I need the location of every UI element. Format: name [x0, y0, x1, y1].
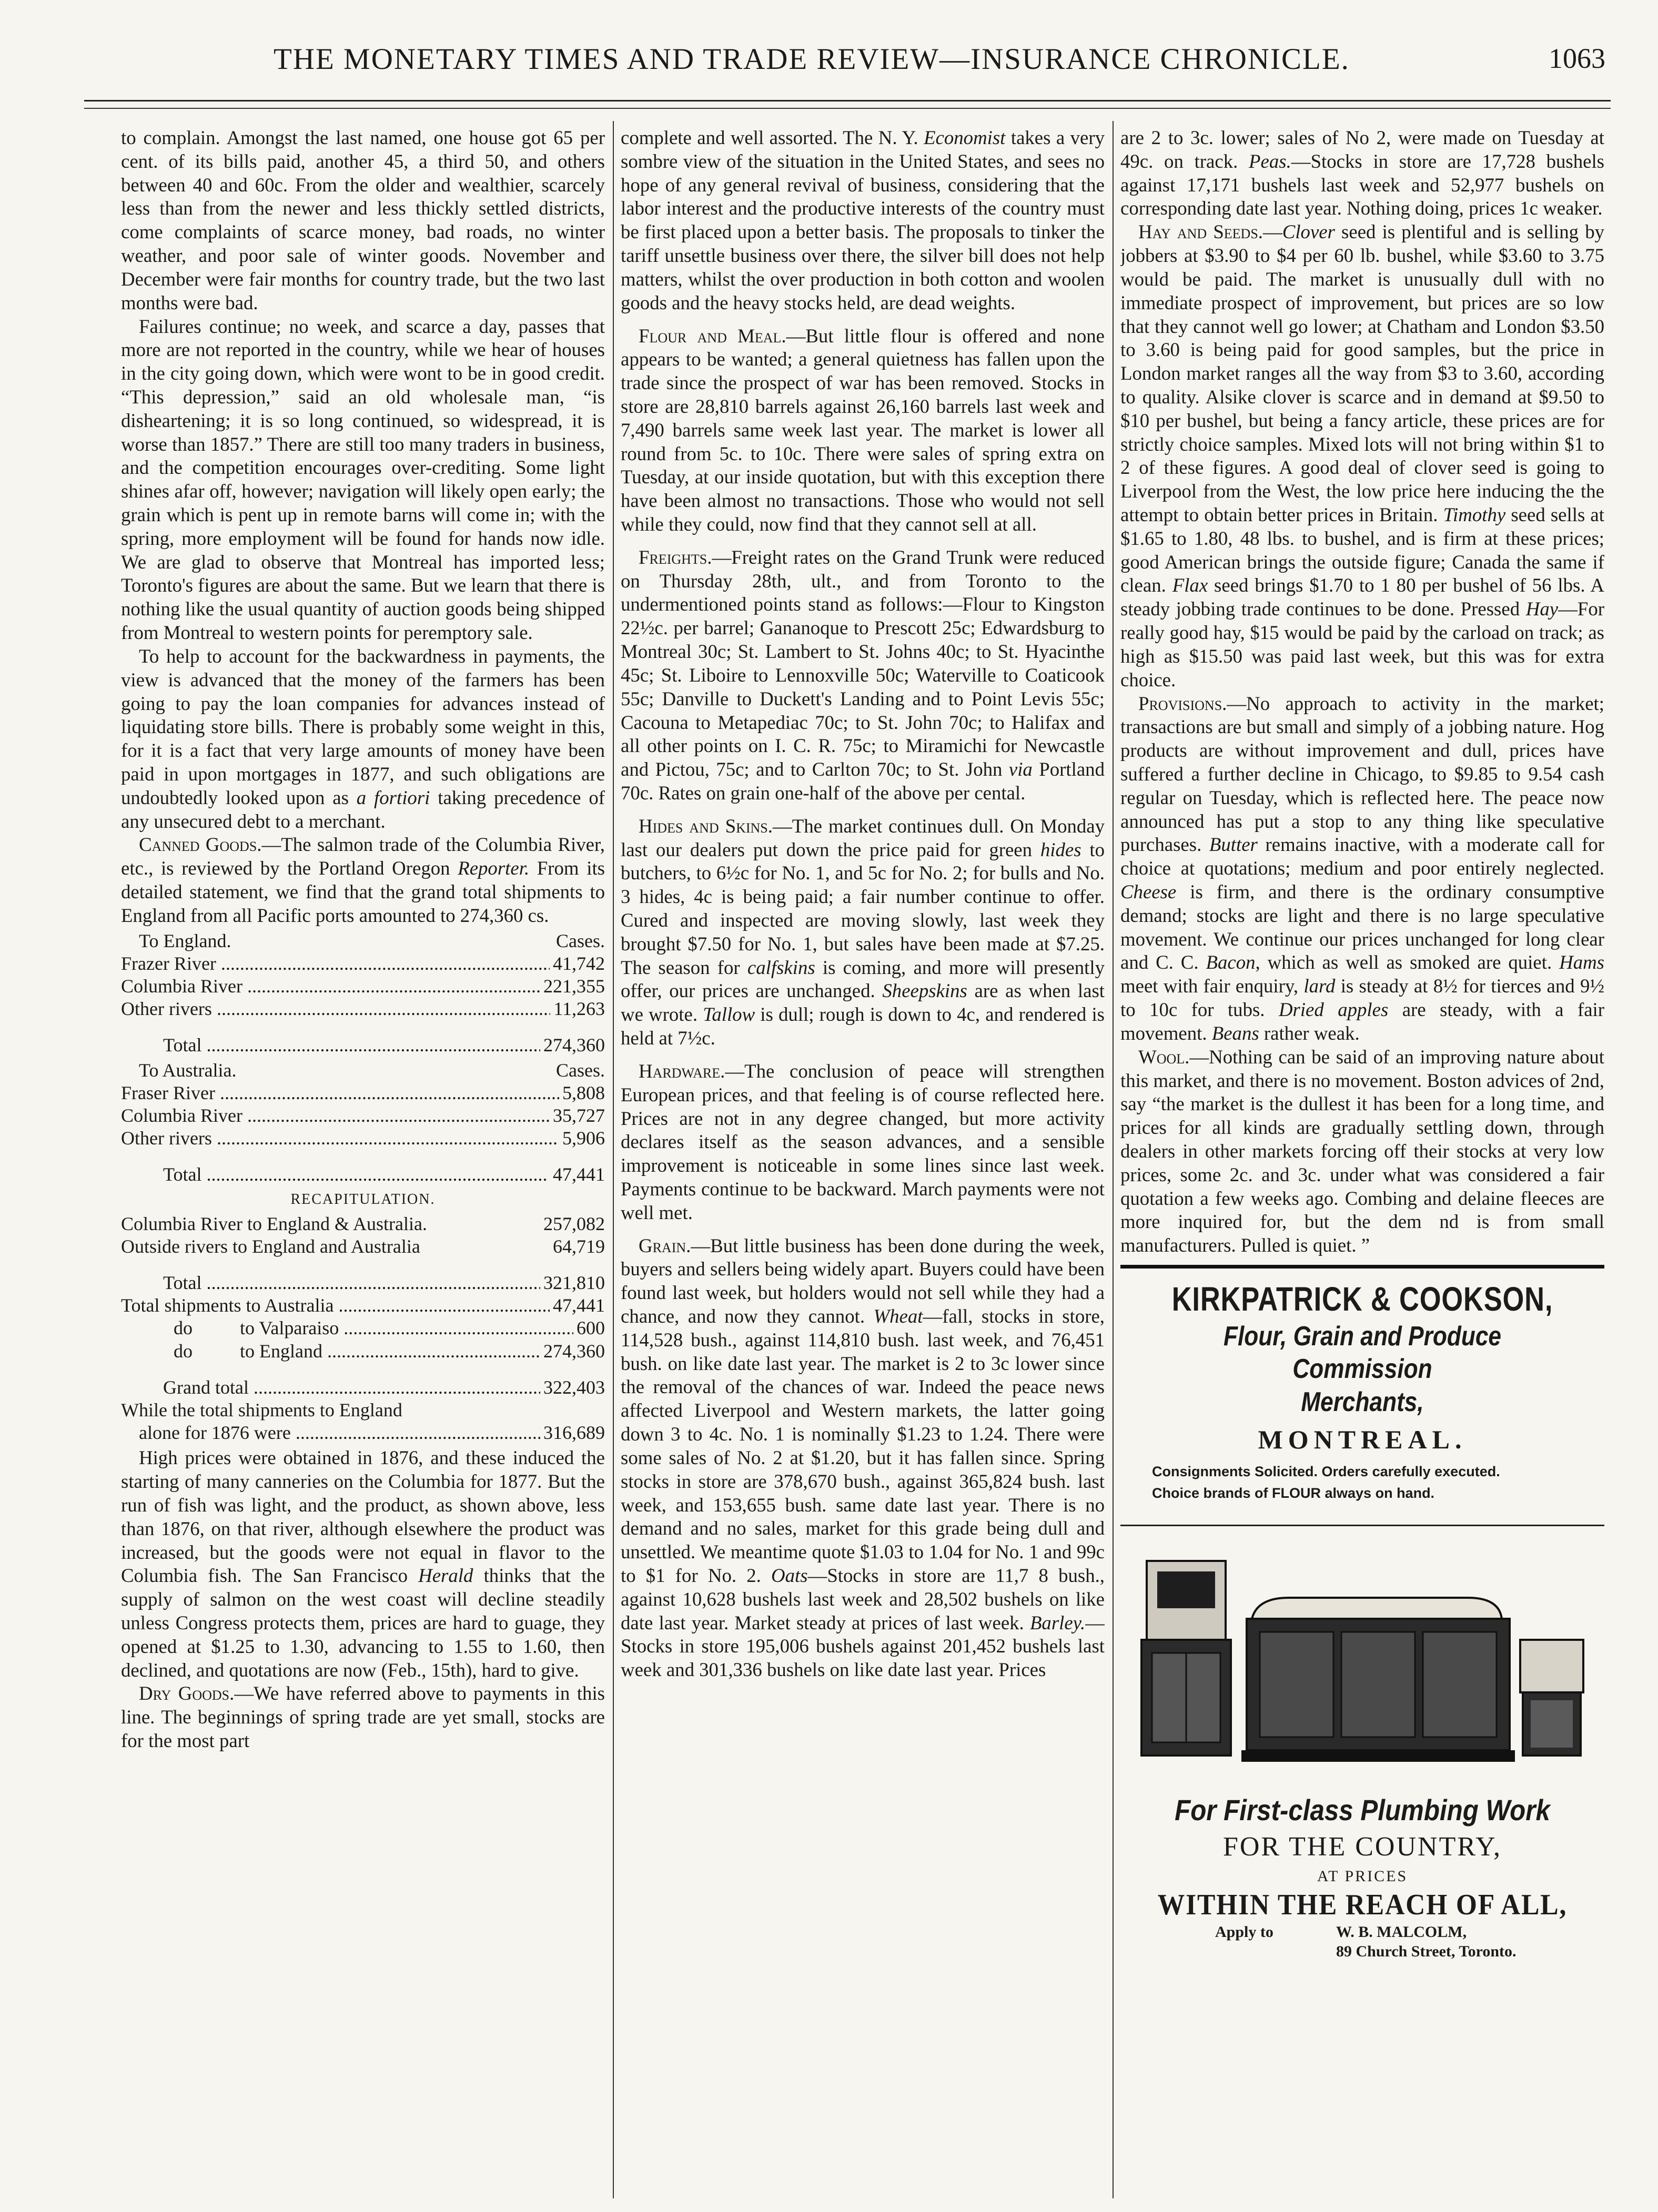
paragraph-freights: Freights.—Freight rates on the Grand Trunk were reduced on Thursday 28th, ult., and from Toronto to the undermentioned points stand as follows:—Flour to Kingston 22½c. per barrel; Gananoque to Prescott 25c; Edwardsburg to Montreal 30c; St. Lambert to St. Johns 40c; to St. Hyacinthe 45c; St. Liboire to Lennoxville 50c; Waterville to Coaticook 55c; Danville to Duckett's Landing and to Point Levis 55c; Cacouna to Metapediac 70c; to St. John 70c; to Halifax and all other points on I. C. R. 75c; to Miramichi for Newcastle and Pictou, 75c; and to Carlton 70c; to St. John via Portland 70c. Rates on grain one-half of the above per cental.	[621, 546, 1105, 804]
paragraph: Failures continue; no week, and scarce a day, passes that more are not reported in the country, while we hear of houses in the city going down, which were wont to be in good credit. “This depression,” said an old wholesale man, “is disheartening; it is so long continued, so widespread, it is worse than 1857.” There are still too many traders in business, and the competition encourages over-crediting. Some light shines afar off, however; navigation will likely open early; the grain which is pent up in remote barns will come in; with the spring, more employment will be found for hands now idle. We are glad to observe that Montreal has imported less; Toronto's figures are about the same. But we learn that there is nothing like the usual quantity of auction goods being shipped from Montreal to western points for peremptory sale.	[121, 315, 605, 644]
section-heading: Hardware.	[639, 1060, 725, 1082]
table-row: alone for 1876 were ..... 316,689	[121, 1422, 605, 1444]
column-1	[121, 126, 605, 2198]
paragraph-hides: Hides and Skins.—The market continues dull. On Monday last our dealers put down the price paid for green hides to butchers, to 6½c for No. 1, and 5c for No. 2; for bulls and No. 3 hides, 4c is being paid; a fair number continue to offer. Cured and inspected are moving slowly, last week they brought $7.50 for No. 1, but sales have been made at $7.25. The season for calfskins is coming, and more will presently offer, our prices are unchanged. Sheepskins are as when last we wrote. Tallow is dull; rough is down to 4c, and rendered is held at 7½c.	[621, 815, 1105, 1049]
shipments-table-australia	[121, 1059, 605, 1186]
paragraph: are 2 to 3c. lower; sales of No 2, were made on Tuesday at 49c. on track. Peas.—Stocks in store are 17,728 bushels against 17,171 bushels last week and 52,977 bushels on corresponding date last year. Nothing doing, prices 1c weaker.	[1120, 127, 1604, 219]
table-row: Columbia River ..... 35,727	[121, 1104, 605, 1127]
paragraph-dry-goods: Dry Goods.—We have referred above to payments in this line. The beginnings of spring trade are yet small, stocks are for the most part	[121, 1682, 605, 1752]
page-number: 1063	[1549, 43, 1605, 74]
advertisement-plumbing	[1120, 1540, 1604, 1961]
header-rule	[84, 100, 1611, 102]
ad-line: Consignments Solicited. Orders carefully executed.	[1152, 1464, 1500, 1479]
paragraph: To help to account for the backwardness in payments, the view is advanced that the money of the farmers has been going to pay the loan companies for advances instead of liquidating store bills. There is probably some weight in this, for it is a fact that very large amounts of money have been paid in upon mortgages in 1877, and such obligations are undoubtedly looked upon as a fortiori taking precedence of any unsecured debt to a merchant.	[121, 645, 605, 832]
ad-line: Choice brands of FLOUR always on hand.	[1152, 1485, 1435, 1501]
section-heading: Flour and Meal.	[639, 324, 786, 347]
ad-line: AT PRICES	[1317, 1867, 1408, 1885]
advertisement-kirkpatrick	[1120, 1279, 1604, 1504]
section-heading: Grain.	[639, 1234, 691, 1256]
ad-contact: Apply to W. B. MALCOLM,	[1215, 1923, 1467, 1941]
section-heading: Provisions.	[1138, 692, 1227, 714]
column-2	[621, 126, 1105, 2198]
ad-separator	[1120, 1265, 1604, 1269]
paragraph-provisions: Provisions.—No approach to activity in the market; transactions are but small and simply of a jobbing nature. Hog products are without improvement and dull, prices have suffered a further decline in Chicago, to $9.85 to 9.54 cash regular on Tuesday, which is reflected here. The peace now announced has put a stop to any thing like speculative purchases. Butter remains inactive, with a moderate call for choice at quotations; medium and poor entirely neglected. Cheese is firm, and there is the ordinary consumptive demand; stocks are light and there is no large speculative movement. We continue our prices unchanged for long clear and C. C. Bacon, which as well as smoked are quiet. Hams meet with fair enquiry, lard is steady at 8½ for tierces and 9½ to 10c for tubs. Dried apples are steady, with a fair movement. Beans rather weak.	[1120, 692, 1604, 1044]
section-heading: Hay and Seeds.	[1138, 221, 1263, 243]
ad-subtitle: Merchants,	[1301, 1386, 1424, 1417]
table-header: To Australia. Cases.	[139, 1059, 605, 1081]
table-row: Other rivers ..... 11,263	[121, 998, 605, 1020]
ad-city: MONTREAL.	[1258, 1425, 1467, 1455]
paragraph-hay-seeds: Hay and Seeds.—Clover seed is plentiful and is selling by jobbers at $3.90 to $4 per 60 lb. bushel, while $3.60 to 3.75 would be paid. The market is unusually dull with no immediate prospect of improvement, but prices are so low that they cannot well go lower; at Chatham and London $3.50 to 3.60 is being paid for good samples, but the price in London market ranges all the way from $3 to 3.60, according to quality. Alsike clover is scarce and in demand at $9.50 to $10 per bushel, but being a fancy article, these prices are for strictly choice samples. Mixed lots will not bring within $1 to 2 of these figures. A good deal of clover seed is going to Liverpool from the West, the low price here inducing the the attempt to obtain better prices in Britain. Timothy seed sells at $1.65 to 1.80, 48 lbs. to bushel, and is firm at these prices; good American brings the outside figure; Canada the same if clean. Flax seed brings $1.70 to 1 80 per bushel of 56 lbs. A steady jobbing trade continues to be done. Pressed Hay—For really good hay, $15 would be paid by the carload on track; as high as $15.50 was paid last week, but this was for extra choice.	[1120, 221, 1604, 691]
shipments-table-england	[121, 930, 605, 1057]
table-row: Outside rivers to England and Australia 64,719	[121, 1235, 605, 1257]
plumbing-fixtures-illustration	[1131, 1540, 1594, 1782]
paragraph-canned-goods: Canned Goods.—The salmon trade of the Columbia River, etc., is reviewed by the Portland Oregon Reporter. From its detailed statement, we find that the grand total shipments to England from all Pacific ports amounted to 274,360 cs.	[121, 834, 605, 926]
page-header	[68, 37, 1621, 89]
section-heading: Canned Goods.	[139, 834, 262, 856]
ad-line: FOR THE COUNTRY,	[1222, 1832, 1502, 1862]
paragraph-wool: Wool.—Nothing can be said of an improving nature about this market, and there is no movement. Boston advices of 2nd, say “the market is the dullest it has been for a long time, and prices for all kinds are gradually settling down, through dealers in other markets forcing off their stocks at very low prices, some 2c. and 3c. under what was considered a fair quotation a few weeks ago. Combing and delaine fleeces are more inquired for, but the dem nd is from small manufacturers. Pulled is quiet. ”	[1120, 1046, 1604, 1256]
table-header: To England. Cases.	[139, 930, 605, 951]
plumbing-illustration-icon	[1131, 1540, 1594, 1782]
paragraph-grain: Grain.—But little business has been done during the week, buyers and sellers being widely apart. Buyers could have been found last week, but holders would not sell while they had a chance, and now they cannot. Wheat—fall, stocks in store, 114,528 bush., against 114,810 bush. last week, and 76,451 bush. on like date last year. The market is 2 to 3c lower since the removal of the chances of war. Indeed the peace news affected Liverpool and Western markets, the latter going down 3 to 4c. No. 1 is nominally $1.23 to 1.24. There were some sales of No. 2 at $1.20, but it has fallen since. Spring stocks in store are 378,670 bush., against 365,824 bush. last week, and 153,655 bush. same date last year. There is no demand and no sales, market for this grade being dull and unsettled. We meantime quote $1.03 to 1.04 for No. 1 and 99c to $1 for No. 2. Oats—Stocks in store are 11,7 8 bush., against 10,628 bushels last week and 28,502 bushels on like date last year. Market steady at prices of last week. Barley.—Stocks in store 195,006 bushels against 201,452 bushels last week and 301,336 bushels on like date last year. Prices	[621, 1234, 1105, 1681]
table-row: do to England ..... 274,360	[121, 1340, 605, 1363]
section-heading: Hides and Skins.	[639, 815, 773, 837]
ad-company-name: KIRKPATRICK & COOKSON,	[1171, 1280, 1553, 1318]
ad-separator	[1120, 1525, 1604, 1526]
page-title: THE MONETARY TIMES AND TRADE REVIEW—INSURANCE CHRONICLE.	[274, 43, 1350, 76]
recapitulation-table	[121, 1213, 605, 1445]
header-rule-thin	[84, 108, 1611, 109]
ad-subtitle: Flour, Grain and Produce Commission	[1223, 1321, 1502, 1385]
ad-headline: For First-class Plumbing Work	[1175, 1793, 1550, 1827]
section-heading: Dry Goods.	[139, 1682, 235, 1704]
table-grand-total: Grand total ..... 322,403	[121, 1376, 605, 1399]
table-row: Total shipments to Australia ..... 47,441	[121, 1294, 605, 1317]
table-row: Columbia River ..... 221,355	[121, 975, 605, 998]
table-row: Frazer River ..... 41,742	[121, 952, 605, 975]
section-heading: Wool.	[1138, 1046, 1190, 1068]
table-row: Columbia River to England & Australia. 257,082	[121, 1213, 605, 1234]
ad-address: 89 Church Street, Toronto.	[1336, 1942, 1517, 1960]
recapitulation-heading: RECAPITULATION.	[290, 1191, 436, 1208]
table-total: Total ..... 47,441	[121, 1163, 605, 1186]
section-heading: Freights.	[639, 546, 712, 568]
paragraph-hardware: Hardware.—The conclusion of peace will strengthen European prices, and that feeling is of course reflected here. Prices are not in any degree changed, but more activity declares itself as the season advances, and a sensible improvement is noticeable in some lines since last week. Payments continue to be backward. March payments were not well met.	[621, 1060, 1105, 1223]
table-row: While the total shipments to England	[121, 1399, 402, 1420]
table-row: do to Valparaiso ..... 600	[121, 1317, 605, 1340]
paragraph-flour: Flour and Meal.—But little flour is offered and none appears to be wanted; a general quietness has fallen upon the trade since the prospect of war has been removed. Stocks in store are 28,810 barrels against 26,160 barrels last week and 7,490 barrels same week last year. The market is lower all round from 5c. to 10c. There were sales of spring extra on Tuesday, at our inside quotation, but with this exception there have been almost no transactions. Those who would not sell while they could, now find that they cannot sell at all.	[621, 324, 1105, 535]
table-total: Total ..... 321,810	[121, 1272, 605, 1294]
ad-line: WITHIN THE REACH OF ALL,	[1157, 1889, 1568, 1922]
table-row: Other rivers ..... 5,906	[121, 1127, 605, 1150]
column-divider	[1113, 121, 1114, 2198]
paragraph: complete and well assorted. The N. Y. Economist takes a very sombre view of the situation in the United States, and sees no hope of any general revival of business, considering that the labor interest and the productive interests of the country must be first placed upon a better basis. The proposals to tinker the tariff unsettle business over there, the silver bill does not help matters, whilst the over production in both cotton and woolen goods and the heavy stocks held, are dead weights.	[621, 127, 1105, 313]
table-row: Fraser River ..... 5,808	[121, 1082, 605, 1104]
paragraph: to complain. Amongst the last named, one house got 65 per cent. of its bills paid, another 45, a third 50, and others between 40 and 60c. From the older and wealthier, scarcely less than from the newer and less thickly settled districts, come complaints of scarce money, bad roads, no winter weather, and poor sale of winter goods. November and December were fair months for country trade, but the two last months were bad.	[121, 127, 605, 313]
table-total: Total ..... 274,360	[121, 1034, 605, 1057]
column-divider	[613, 121, 614, 2198]
column-3	[1120, 126, 1604, 2198]
paragraph: High prices were obtained in 1876, and these induced the starting of many canneries on the Columbia for 1877. But the run of fish was light, and the product, as shown above, less than 1876, on that river, although elsewhere the product was increased, but the goods were not equal in flavor to the Columbia fish. The San Francisco Herald thinks that the supply of salmon on the west coast will decline steadily unless Congress protects them, prices are hard to guage, they opened at $1.25 to 1.30, advancing to 1.55 to 1.60, then declined, and quotations are now (Feb., 15th), hard to give.	[121, 1447, 605, 1681]
